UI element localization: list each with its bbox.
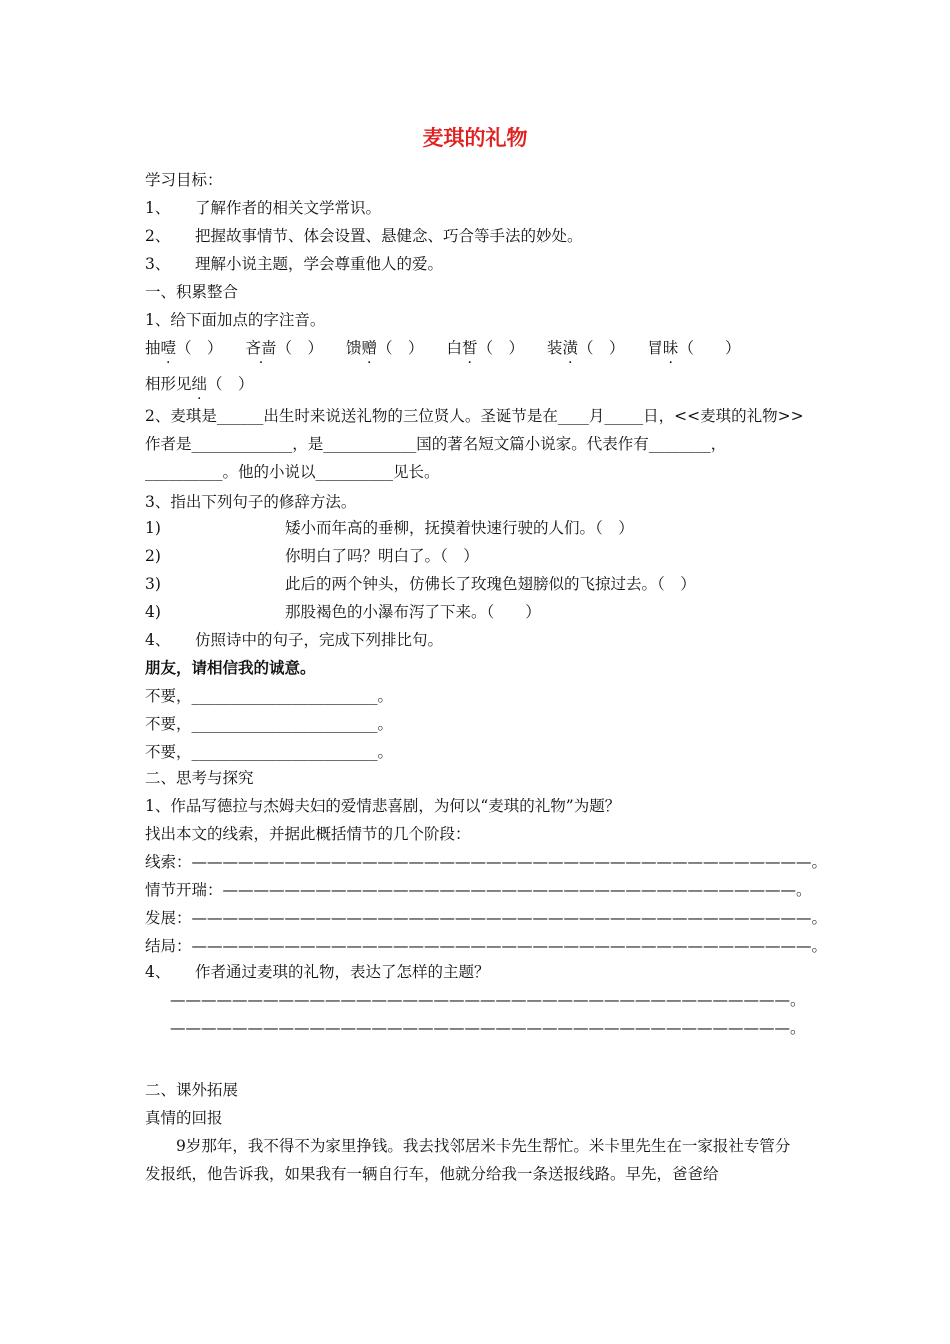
pinyin-item: 相形见绌（ ） xyxy=(145,375,254,393)
goal-item: 2、 把握故事情节、体会设置、悬健念、巧合等手法的妙处。 xyxy=(145,227,583,245)
question: 4、 仿照诗中的句子，完成下列排比句。 xyxy=(145,631,444,649)
pinyin-row xyxy=(145,336,758,358)
pinyin-item: 馈赠（ ） xyxy=(345,339,424,357)
page-title: 麦琪的礼物 xyxy=(422,125,528,150)
rhetoric-item: 2) 你明白了吗？明白了。（ ） xyxy=(145,547,479,565)
rhetoric-item: 1) 矮小而年高的垂柳，抚摸着快速行驶的人们。（ ） xyxy=(145,519,634,537)
section-heading: 一、积累整合 xyxy=(145,283,239,301)
question: 4、 作者通过麦琪的礼物，表达了怎样的主题？ xyxy=(145,963,490,981)
pinyin-item: 装潢（ ） xyxy=(546,339,625,357)
pinyin-item: 吝啬（ ） xyxy=(245,339,324,357)
plot-line: 情节开瑞：—————————————————————————————————————。 xyxy=(145,881,812,899)
rhetoric-item: 3) 此后的两个钟头，仿佛长了玫瑰色翅膀似的飞掠过去。（ ） xyxy=(145,575,696,593)
question: 3、指出下列句子的修辞方法。 xyxy=(145,493,357,511)
fill-line: 不要，________________________。 xyxy=(145,687,394,705)
story-title: 真情的回报 xyxy=(145,1109,223,1127)
plot-line: 线索：————————————————————————————————————————。 xyxy=(145,853,828,871)
example-sentence: 朋友，请相信我的诚意。 xyxy=(145,658,316,677)
fill-line: 不要，________________________。 xyxy=(145,743,394,761)
fill-line: 不要，________________________。 xyxy=(145,715,394,733)
pinyin-item: 抽噎（ ） xyxy=(145,339,223,357)
rhetoric-item: 4) 那股褐色的小瀑布泻了下来。（ ） xyxy=(145,603,541,621)
section-heading: 二、课外拓展 xyxy=(145,1081,239,1099)
pinyin-item: 冒昧（ ） xyxy=(647,339,741,357)
plot-line: 结局：————————————————————————————————————————。 xyxy=(145,937,828,955)
question-fill-blank: 2、麦琪是______出生时来说送礼物的三位贤人。圣诞节是在____月_____日，<<麦琪的礼物>>作者是_____________，是____________国的著名短文篇小说家。代表作有________，__________。他的小说以__________见长。 xyxy=(145,407,804,481)
theme-line: ————————————————————————————————————————。 xyxy=(170,991,806,1009)
question: 1、作品写德拉与杰姆夫妇的爱情悲喜剧，为何以“麦琪的礼物”为题？ xyxy=(145,797,621,815)
section-heading: 二、思考与探究 xyxy=(145,769,254,787)
goal-item: 1、 了解作者的相关文学常识。 xyxy=(145,199,382,217)
goals-heading: 学习目标： xyxy=(145,171,223,189)
plot-line: 发展：————————————————————————————————————————。 xyxy=(145,909,828,927)
question: 找出本文的线索，并据此概括情节的几个阶段： xyxy=(145,825,471,843)
question: 1、给下面加点的字注音。 xyxy=(145,311,326,329)
pinyin-item: 白皙（ ） xyxy=(446,339,524,357)
theme-line: ————————————————————————————————————————。 xyxy=(170,1019,806,1037)
story-paragraph: 9岁那年，我不得不为家里挣钱。我去找邻居米卡先生帮忙。米卡里先生在一家报社专管分发报纸，他告诉我，如果我有一辆自行车，他就分给我一条送报线路。早先，爸爸给 xyxy=(145,1137,791,1183)
goal-item: 3、 理解小说主题，学会尊重他人的爱。 xyxy=(145,255,444,273)
